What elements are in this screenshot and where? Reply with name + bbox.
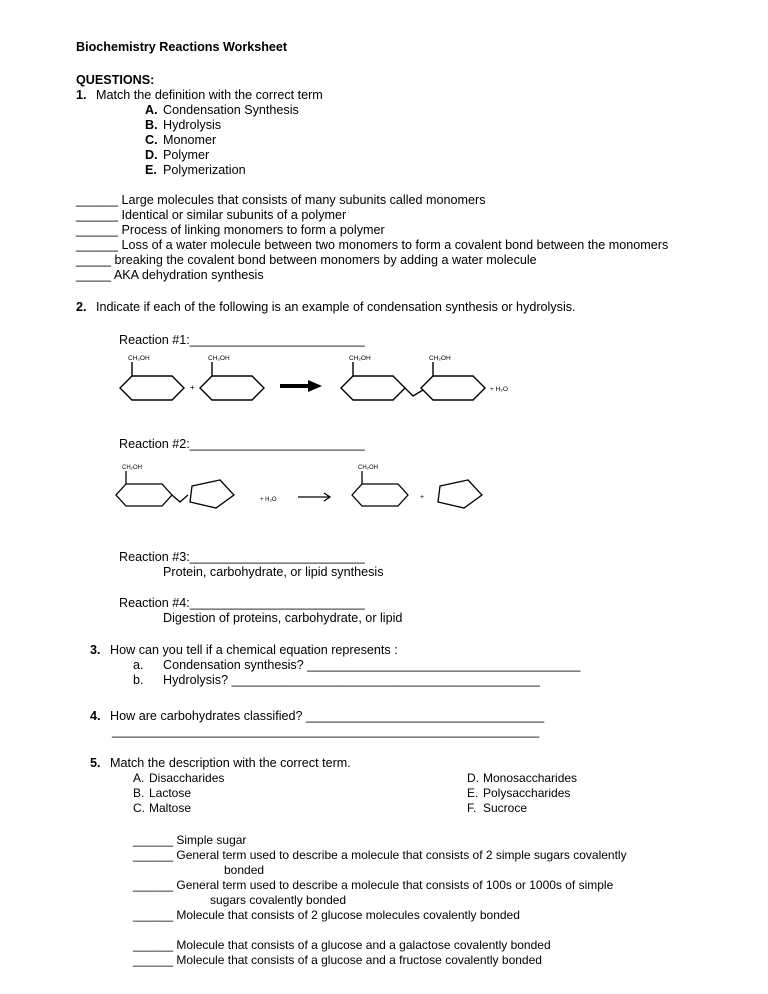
- term-text: Condensation Synthesis: [163, 103, 299, 117]
- term-key: B.: [145, 118, 158, 132]
- q3-item-a[interactable]: [133, 658, 580, 673]
- ch2oh-label: CH₂OH: [122, 465, 142, 471]
- q1-definition-6[interactable]: _____ AKA dehydration synthesis: [76, 268, 264, 282]
- term-text: Polymerization: [163, 163, 246, 177]
- q5-term-e: [467, 786, 570, 801]
- item-key: b.: [133, 673, 144, 687]
- fructose-ring: [438, 480, 482, 508]
- term-text: Disaccharides: [149, 771, 225, 785]
- term-text: Monomer: [163, 133, 217, 147]
- ch2oh-label: CH₂OH: [208, 355, 230, 362]
- q5-prompt-text: Match the description with the correct term.: [110, 756, 351, 770]
- q5-description-3[interactable]: ______ General term used to describe a molecule that consists of 100s or 1000s of simple: [133, 878, 614, 892]
- item-text: Condensation synthesis? _______________________________________: [163, 658, 581, 672]
- q5-description-2-cont: bonded: [224, 863, 265, 877]
- term-key: B.: [133, 786, 145, 800]
- q1-definition-5[interactable]: _____ breaking the covalent bond between monomers by adding a water molecule: [76, 253, 537, 267]
- reaction-4-label[interactable]: Reaction #4:_________________________: [119, 596, 365, 610]
- term-text: Maltose: [149, 801, 192, 815]
- ch2oh-label: CH₂OH: [349, 355, 371, 362]
- glucose-ring: [352, 484, 408, 506]
- water-label: + H₂O: [490, 386, 508, 393]
- q3-number: 3.: [90, 643, 101, 657]
- q5-term-f: [467, 801, 527, 816]
- ch2oh-label: CH₂OH: [128, 355, 150, 362]
- item-key: a.: [133, 658, 144, 672]
- term-key: C.: [133, 801, 145, 815]
- glucose-ring-1: [120, 376, 184, 400]
- q1-term-b: [145, 118, 221, 133]
- q3-prompt: [90, 643, 398, 658]
- q1-term-a: [145, 103, 299, 118]
- q5-description-5[interactable]: ______ Molecule that consists of a glucose and a galactose covalently bonded: [133, 938, 551, 952]
- q5-description-3-cont: sugars covalently bonded: [210, 893, 347, 907]
- q5-description-4[interactable]: ______ Molecule that consists of 2 glucose molecules covalently bonded: [133, 908, 520, 922]
- q5-term-b: [133, 786, 191, 801]
- q1-number: 1.: [76, 88, 87, 102]
- q5-term-d: [467, 771, 577, 786]
- term-text: Polysaccharides: [483, 786, 571, 800]
- reaction-3-label[interactable]: Reaction #3:_________________________: [119, 550, 365, 564]
- reaction-3-subtext: Protein, carbohydrate, or lipid synthesis: [163, 565, 384, 579]
- q3-item-b[interactable]: [133, 673, 540, 688]
- term-key: D.: [145, 148, 158, 162]
- term-key: D.: [467, 771, 479, 785]
- questions-heading: QUESTIONS:: [76, 73, 155, 87]
- sucrose-fructose-ring: [190, 480, 234, 508]
- reaction-1-label[interactable]: Reaction #1:_________________________: [119, 333, 365, 347]
- term-text: Polymer: [163, 148, 210, 162]
- q1-definition-2[interactable]: ______ Identical or similar subunits of a polymer: [76, 208, 347, 222]
- q5-term-c: [133, 801, 191, 816]
- q1-definition-1[interactable]: ______ Large molecules that consists of many subunits called monomers: [76, 193, 486, 207]
- q1-definition-3[interactable]: ______ Process of linking monomers to form a polymer: [76, 223, 385, 237]
- sucrose-glucose-ring: [116, 484, 172, 506]
- term-key: A.: [145, 103, 158, 117]
- item-text: Hydrolysis? ____________________________________________: [163, 673, 540, 687]
- plus-sign: +: [190, 383, 195, 392]
- term-key: A.: [133, 771, 145, 785]
- q4-number: 4.: [90, 709, 101, 723]
- q1-term-d: [145, 148, 209, 163]
- term-text: Monosaccharides: [483, 771, 578, 785]
- reaction-arrow-head: [308, 380, 322, 392]
- q4-answer-line[interactable]: _____________________________________________________________: [112, 724, 540, 738]
- term-text: Sucroce: [483, 801, 528, 815]
- q1-term-c: [145, 133, 216, 148]
- term-text: Hydrolysis: [163, 118, 222, 132]
- q5-term-a: [133, 771, 224, 786]
- q5-number: 5.: [90, 756, 101, 770]
- maltose-ring-2: [421, 376, 485, 400]
- q2-prompt: [76, 300, 576, 315]
- q5-description-6[interactable]: ______ Molecule that consists of a glucose and a fructose covalently bonded: [133, 953, 542, 967]
- q5-description-2[interactable]: ______ General term used to describe a molecule that consists of 2 simple sugars covalently: [133, 848, 627, 862]
- worksheet-title: Biochemistry Reactions Worksheet: [76, 40, 288, 54]
- q2-number: 2.: [76, 300, 87, 314]
- q4-prompt[interactable]: [90, 709, 544, 724]
- term-key: C.: [145, 133, 158, 147]
- ch2oh-label: CH₂OH: [358, 465, 378, 471]
- q3-prompt-text: How can you tell if a chemical equation represents :: [110, 643, 398, 657]
- q2-prompt-text: Indicate if each of the following is an example of condensation synthesis or hydrolysis.: [96, 300, 576, 314]
- q5-description-1[interactable]: ______ Simple sugar: [133, 833, 247, 847]
- q5-prompt: [90, 756, 351, 771]
- term-key: F.: [467, 801, 477, 815]
- q1-term-e: [145, 163, 246, 178]
- term-key: E.: [145, 163, 157, 177]
- q1-prompt: [76, 88, 323, 103]
- ch2oh-label: CH₂OH: [429, 355, 451, 362]
- reaction-2-figure: [110, 462, 520, 532]
- q1-prompt-text: Match the definition with the correct term: [96, 88, 323, 102]
- q1-definition-4[interactable]: ______ Loss of a water molecule between two monomers to form a covalent bond between the monomers: [76, 238, 669, 252]
- reaction-4-subtext: Digestion of proteins, carbohydrate, or lipid: [163, 611, 403, 625]
- reaction-1-figure: [110, 352, 530, 428]
- glucose-ring-2: [200, 376, 264, 400]
- q4-prompt-text: How are carbohydrates classified? __________________________________: [110, 709, 545, 723]
- plus-sign: +: [420, 494, 425, 501]
- water-label: + H₂O: [260, 497, 277, 503]
- term-key: E.: [467, 786, 479, 800]
- term-text: Lactose: [149, 786, 192, 800]
- reaction-2-label[interactable]: Reaction #2:_________________________: [119, 437, 365, 451]
- maltose-ring-1: [341, 376, 405, 400]
